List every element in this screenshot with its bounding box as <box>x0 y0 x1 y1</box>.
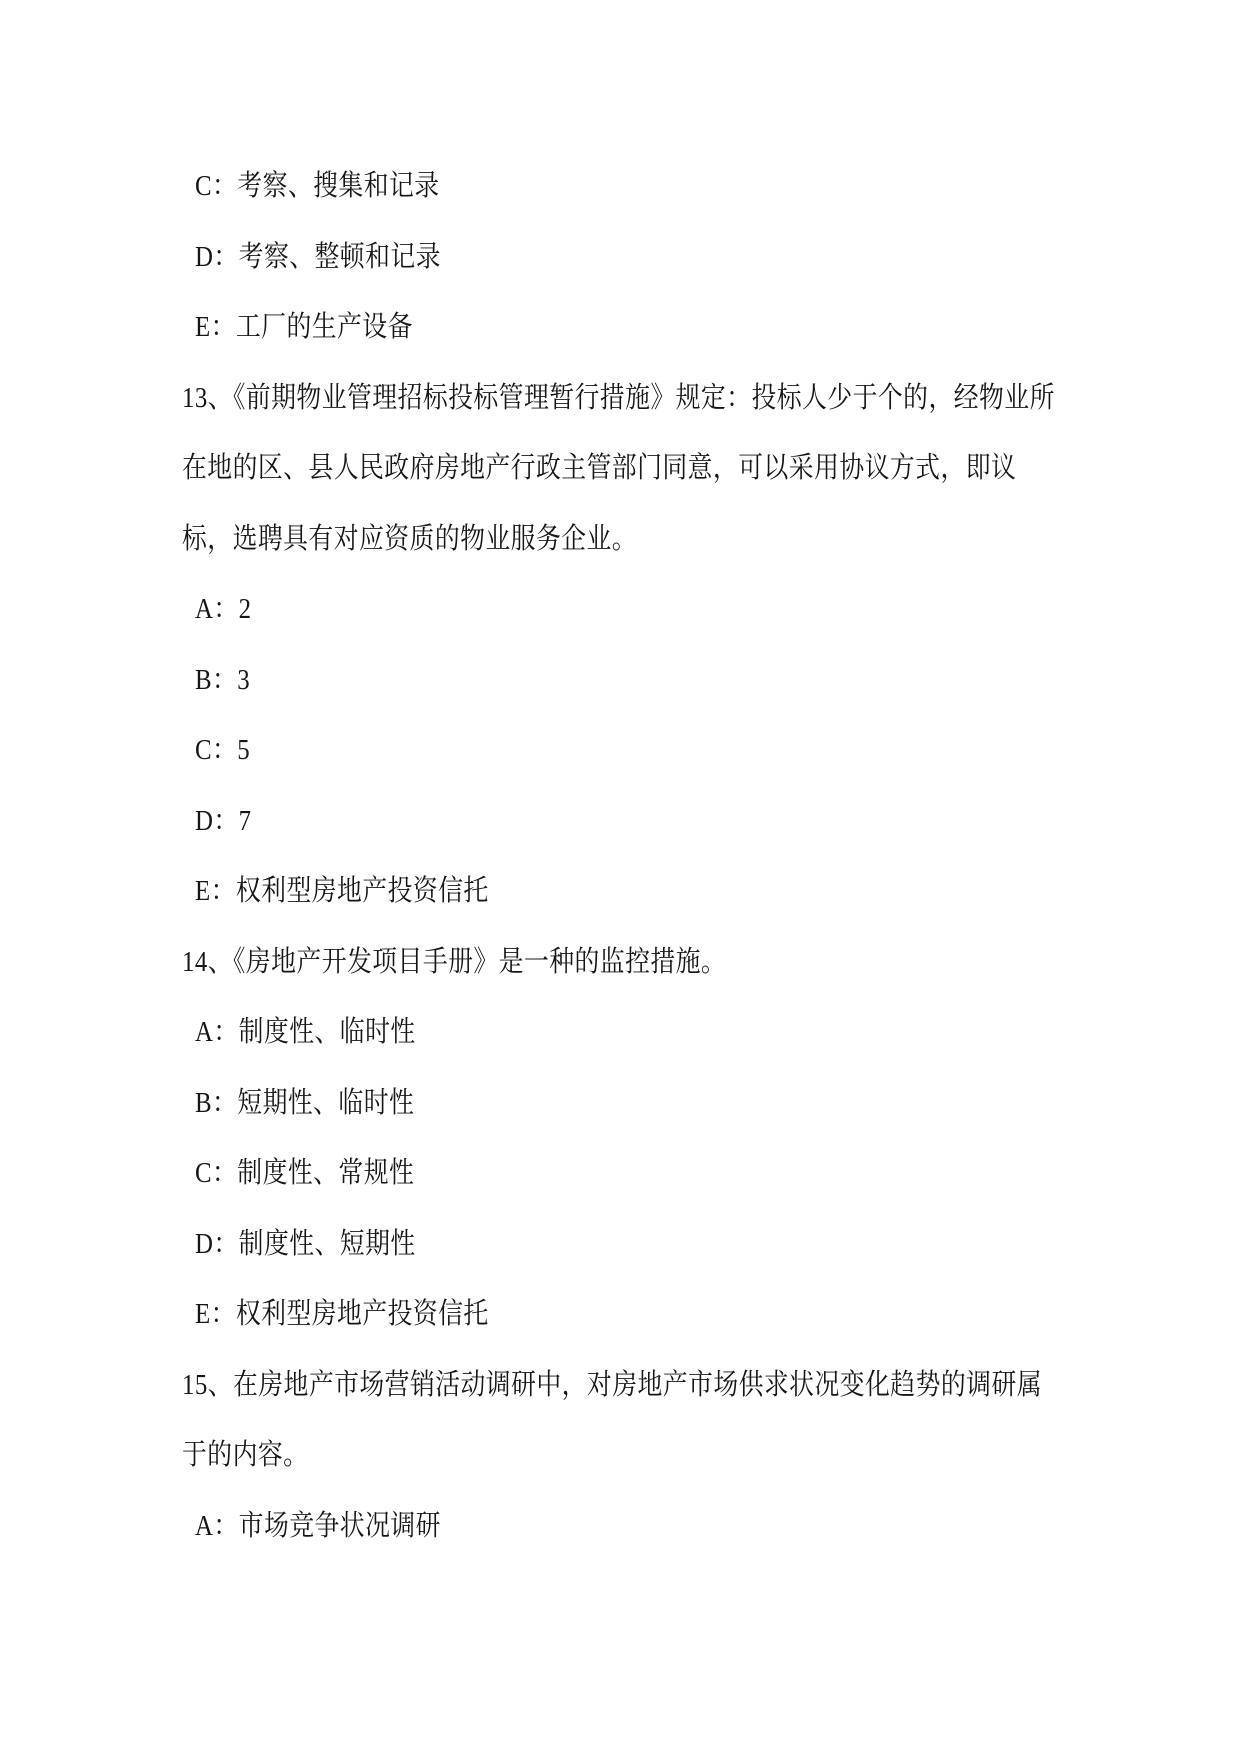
question-14-option-b: B：短期性、临时性 <box>195 1086 415 1119</box>
question-13-line-1: 13、《前期物业管理招标投标管理暂行措施》规定：投标人少于个的，经物业所 <box>182 381 1055 414</box>
question-14-option-a: A：制度性、临时性 <box>195 1016 416 1048</box>
question-13-option-b: B：3 <box>195 663 251 696</box>
question-13-option-e: E：权利型房地产投资信托 <box>195 875 489 907</box>
question-13-line-2: 在地的区、县人民政府房地产行政主管部门同意，可以采用协议方式，即议 <box>182 452 1017 484</box>
question-14-line-1: 14、《房地产开发项目手册》是一种的监控措施。 <box>182 945 727 978</box>
question-13-option-c: C：5 <box>195 734 251 766</box>
option-line-c-prev: C：考察、搜集和记录 <box>195 170 440 202</box>
question-14-option-c: C：制度性、常规性 <box>195 1157 415 1189</box>
question-15-line-2: 于的内容。 <box>182 1439 309 1471</box>
question-13-line-3: 标，选聘具有对应资质的物业服务企业。 <box>182 522 638 555</box>
question-15-line-1: 15、在房地产市场营销活动调研中，对房地产市场供求状况变化趋势的调研属 <box>182 1368 1043 1401</box>
question-14-option-d: D：制度性、短期性 <box>195 1227 416 1260</box>
question-13-option-d: D：7 <box>195 804 252 837</box>
question-15-option-a: A：市场竞争状况调研 <box>195 1509 441 1542</box>
question-13-option-a: A：2 <box>195 593 252 625</box>
option-line-d-prev: D：考察、整顿和记录 <box>195 240 441 273</box>
question-14-option-e: E：权利型房地产投资信托 <box>195 1298 489 1330</box>
option-line-e-prev: E：工厂的生产设备 <box>195 311 413 343</box>
